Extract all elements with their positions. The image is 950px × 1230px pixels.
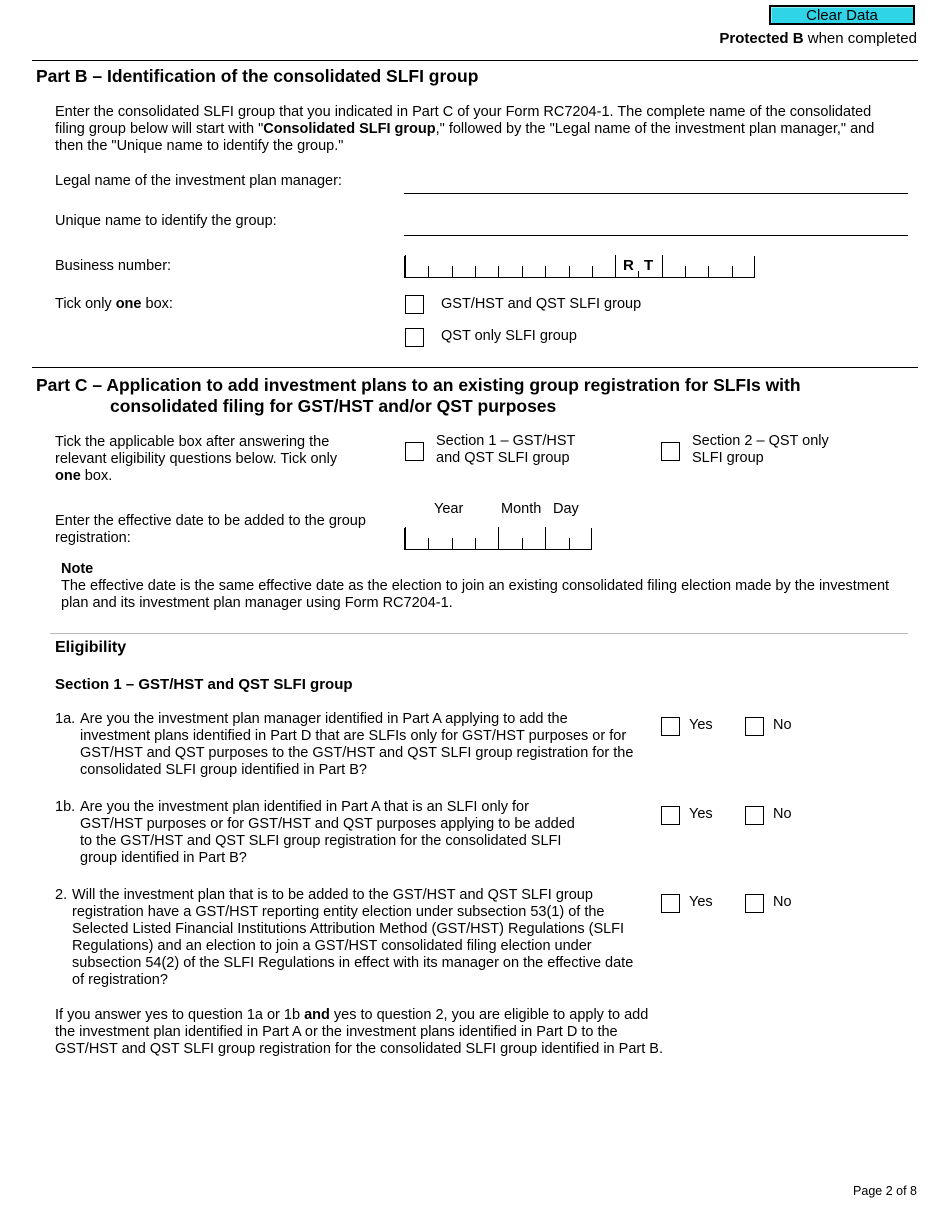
effective-date-input[interactable]: [404, 528, 592, 550]
question-2-number: 2.: [55, 887, 68, 903]
part-c-title-line1: Part C – Application to add investment plans to an existing group registration for SLFIs with: [36, 375, 801, 395]
section1-checkbox[interactable]: [405, 442, 424, 461]
month-label: Month: [501, 501, 542, 517]
section1-title: Section 1 – GST/HST and QST SLFI group: [55, 676, 353, 693]
divider: [32, 367, 918, 368]
divider: [50, 633, 908, 634]
qst-only-group-checkbox[interactable]: [405, 328, 424, 347]
bn-t-label: T: [644, 257, 654, 274]
q1b-yes-checkbox[interactable]: [661, 806, 680, 825]
effective-date-label: Enter the effective date to be added to the group registration:: [55, 513, 366, 546]
q2-no-label: No: [773, 894, 792, 910]
q1b-no-checkbox[interactable]: [745, 806, 764, 825]
q1b-no-label: No: [773, 806, 792, 822]
legal-name-label: Legal name of the investment plan manager:: [55, 173, 342, 189]
unique-name-input[interactable]: [404, 235, 908, 236]
business-number-label: Business number:: [55, 258, 172, 274]
note-title: Note: [61, 561, 94, 577]
section1-label: Section 1 – GST/HST and QST SLFI group: [436, 433, 576, 466]
divider: [32, 60, 918, 61]
q2-no-checkbox[interactable]: [745, 894, 764, 913]
eligibility-conclusion: If you answer yes to question 1a or 1b and yes to question 2, you are eligible to apply to add the investment plan identified in Part A or the investment plans identified in Part D to the GST/HST and QST SLFI group registration for the consolidated SLFI group identified in Part B.: [55, 1007, 663, 1057]
bn-r-label: R: [623, 257, 634, 274]
tick-one-label: Tick only one box:: [55, 296, 173, 312]
q2-yes-checkbox[interactable]: [661, 894, 680, 913]
qst-only-group-label: QST only SLFI group: [441, 328, 577, 344]
legal-name-input[interactable]: [404, 193, 908, 194]
q1b-yes-label: Yes: [689, 806, 713, 822]
business-number-input[interactable]: [404, 256, 755, 278]
part-c-tick-instruction: Tick the applicable box after answering the relevant eligibility questions below. Tick only one box.: [55, 434, 338, 484]
q1a-no-checkbox[interactable]: [745, 717, 764, 736]
q2-yes-label: Yes: [689, 894, 713, 910]
page-number: Page 2 of 8: [853, 1184, 917, 1198]
eligibility-title: Eligibility: [55, 639, 127, 656]
q1a-no-label: No: [773, 717, 792, 733]
question-2-text: Will the investment plan that is to be added to the GST/HST and QST SLFI group registration have a GST/HST reporting entity election under subsection 53(1) of the Selected Listed Financial Institutions Attribution Method (GST/HST) Regulations (SLFI Regulations) and an election to join a GST/HST consolidated filing election under subsection 54(2) of the SLFI Regulations in effect with its manager on the effective date of registration?: [72, 887, 634, 988]
note-text: The effective date is the same effective date as the election to join an existing consolidated filing election made by the investment plan and its investment plan manager using Form RC7204-1.: [61, 578, 890, 611]
part-b-intro: Enter the consolidated SLFI group that you indicated in Part C of your Form RC7204-1. The complete name of the consolidated filing group below will start with "Consolidated SLFI group," followed by the "Legal name of the investment plan manager," and then the "Unique name to identify the group.": [55, 104, 875, 154]
gst-hst-qst-group-checkbox[interactable]: [405, 295, 424, 314]
question-1b-number: 1b.: [55, 799, 76, 815]
section2-label: Section 2 – QST only SLFI group: [692, 433, 829, 466]
question-1a-number: 1a.: [55, 711, 76, 727]
q1a-yes-checkbox[interactable]: [661, 717, 680, 736]
protected-notice: Protected B when completed: [719, 30, 917, 47]
day-label: Day: [553, 501, 579, 517]
question-1a-text: Are you the investment plan manager identified in Part A applying to add the investment plans identified in Part D that are SLFIs only for GST/HST purposes or for GST/HST and QST purposes to the GST/HST and QST SLFI group registration for the consolidated SLFI group identified in Part B?: [80, 711, 634, 778]
part-b-title: Part B – Identification of the consolidated SLFI group: [36, 66, 479, 86]
q1a-yes-label: Yes: [689, 717, 713, 733]
unique-name-label: Unique name to identify the group:: [55, 213, 277, 229]
gst-hst-qst-group-label: GST/HST and QST SLFI group: [441, 296, 642, 312]
section2-checkbox[interactable]: [661, 442, 680, 461]
part-c-title-line2: consolidated filing for GST/HST and/or QST purposes: [110, 396, 557, 416]
clear-data-button[interactable]: Clear Data: [769, 5, 915, 25]
year-label: Year: [434, 501, 464, 517]
question-1b-text: Are you the investment plan identified in Part A that is an SLFI only for GST/HST purposes or for GST/HST and QST purposes applying to be added to the GST/HST and QST SLFI group registration for the consolidated SLFI group identified in Part B?: [80, 799, 575, 866]
